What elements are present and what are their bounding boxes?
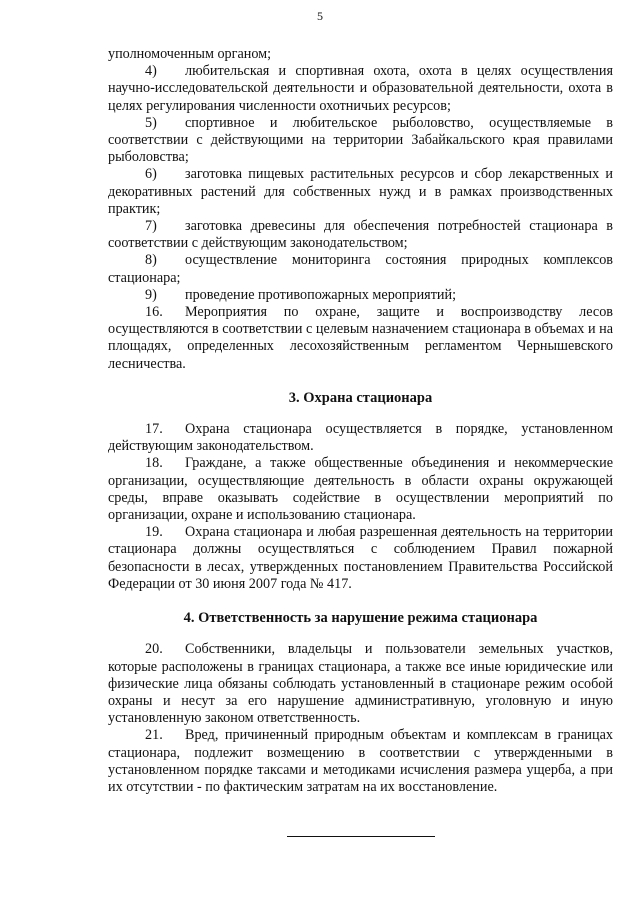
list-item-9	[108, 287, 613, 304]
paragraph-number: 21.	[145, 727, 163, 744]
paragraph-number: 18.	[145, 455, 163, 472]
paragraph-17	[108, 421, 613, 455]
paragraph-text: Вред, причиненный природным объектам и комплексам в границах стационара, подлежит возмещению в соответствии с утвержденными в установленном порядке таксами и методиками исчисления размера ущерба, а при их отсутствии - по фактическим затратам на их восстановление.	[108, 727, 613, 795]
page-number: 5	[317, 9, 323, 23]
item-number: 4)	[145, 63, 157, 80]
document-body	[108, 46, 613, 796]
end-divider	[287, 836, 435, 837]
paragraph-21	[108, 727, 613, 796]
item-number: 7)	[145, 218, 157, 235]
item-text: спортивное и любительское рыболовство, осуществляемые в соответствии с действующими на территории Забайкальского края правилами рыболовства;	[108, 114, 613, 166]
list-item-5	[108, 115, 613, 167]
paragraph-number: 17.	[145, 421, 163, 438]
item-text: заготовка пищевых растительных ресурсов и сбор лекарственных и декоративных растений для собственных нужд и в рамках производственных практик;	[108, 166, 613, 217]
list-item-4	[108, 63, 613, 115]
paragraph-18	[108, 455, 613, 524]
item-text: осуществление мониторинга состояния природных комплексов стационара;	[108, 252, 613, 286]
paragraph-16	[108, 304, 613, 373]
paragraph-19	[108, 524, 613, 593]
paragraph-text: Охрана стационара осуществляется в порядке, установленном действующим законодательством.	[108, 421, 613, 455]
continued-text: уполномоченным органом;	[108, 46, 272, 62]
item-number: 9)	[145, 286, 157, 303]
item-number: 8)	[145, 252, 157, 269]
item-text: любительская и спортивная охота, охота в целях осуществления научно-исследовательской деятельности и образовательной деятельности, охота в целях регулирования численности охотничьих ресурсов;	[108, 63, 613, 114]
paragraph-text: Охрана стационара и любая разрешенная деятельность на территории стационара должны осуществляться с соблюдением Правил пожарной безопасности в лесах, утвержденных постановлением Правительства Российской Федерации от 30 июня 2007 года № 417.	[108, 524, 613, 592]
paragraph-number: 16.	[145, 304, 163, 321]
item-number: 5)	[145, 114, 157, 131]
paragraph-number: 19.	[145, 524, 163, 541]
section-4-heading: 4. Ответственность за нарушение режима стационара	[183, 610, 538, 627]
list-item-7	[108, 218, 613, 252]
paragraph-20	[108, 641, 613, 727]
item-text: проведение противопожарных мероприятий;	[185, 286, 457, 303]
paragraph-text: Граждане, а также общественные объединения и некоммерческие организации, осуществляющие деятельность в области охраны окружающей среды, вправе оказывать содействие в осуществлении мероприятий по организации, охране и использованию стационара.	[108, 455, 613, 524]
item-text: заготовка древесины для обеспечения потребностей стационара в соответствии с действующим законодательством;	[108, 218, 613, 252]
list-item-6	[108, 166, 613, 218]
paragraph-text: Собственники, владельцы и пользователи земельных участков, которые расположены в границах стационара, а также все иные юридические или физические лица обязаны соблюдать установленный в стационаре режим особой охраны и несут за его нарушение административную, уголовную и иную установленную законом ответственность.	[108, 641, 613, 727]
paragraph-number: 20.	[145, 641, 163, 658]
item-number: 6)	[145, 166, 157, 183]
paragraph-text: Мероприятия по охране, защите и воспроизводству лесов осуществляются в соответствии с целевым назначением стационара в объемах и на площадях, определенных лесохозяйственным регламентом Чернышевского лесничества.	[108, 304, 613, 372]
list-item-8	[108, 252, 613, 286]
section-3-heading: 3. Охрана стационара	[288, 389, 433, 406]
